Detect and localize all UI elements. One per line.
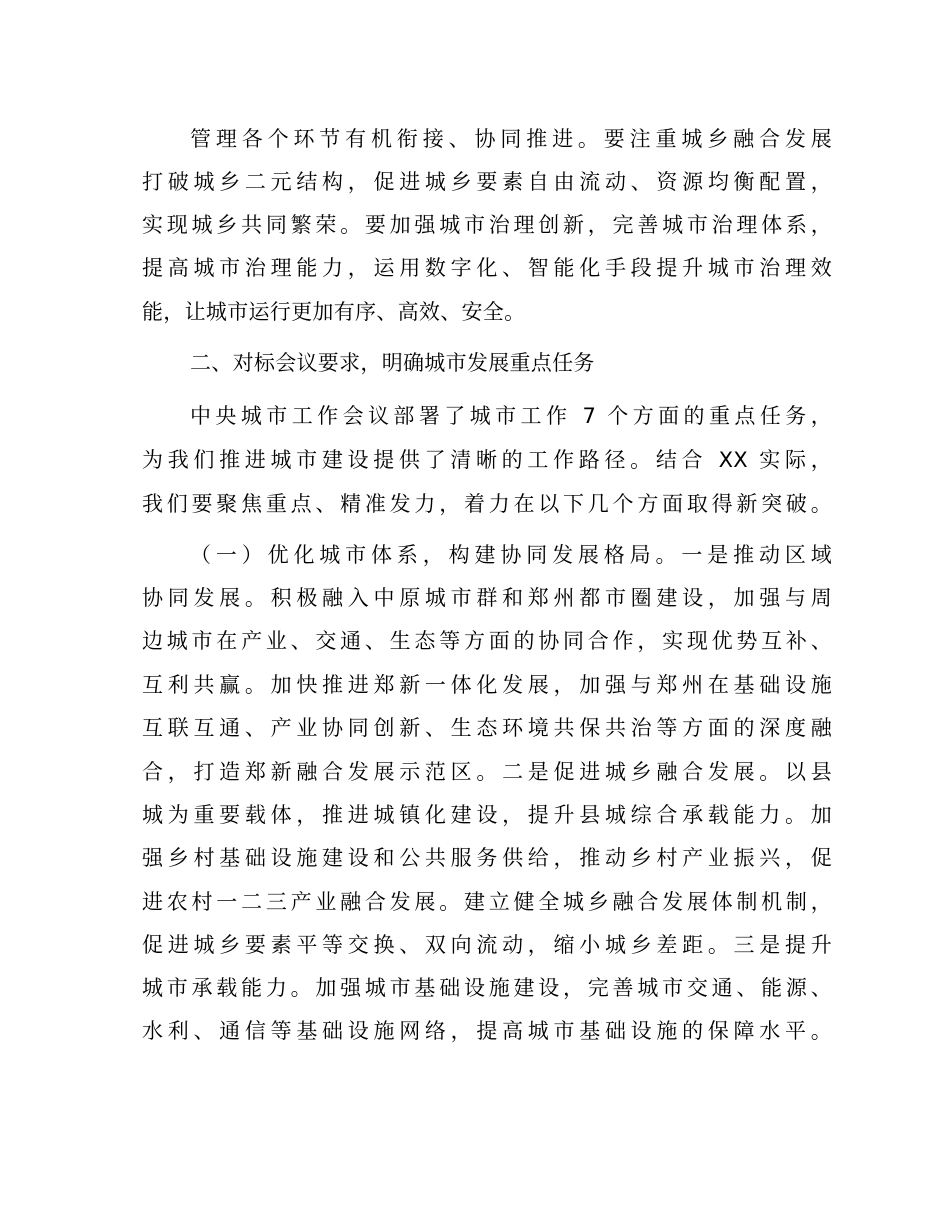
paragraph-line: 合，打造郑新融合发展示范区。二是促进城乡融合发展。以县 xyxy=(142,760,832,784)
paragraph-line: 边城市在产业、交通、生态等方面的协同合作，实现优势互补、 xyxy=(142,629,832,653)
paragraph-line: （一）优化城市体系，构建协同发展格局。一是推动区域 xyxy=(190,543,832,567)
paragraph-line: 城市承载能力。加强城市基础设施建设，完善城市交通、能源、 xyxy=(142,976,832,1000)
paragraph-line: 我们要聚焦重点、精准发力，着力在以下几个方面取得新突破。 xyxy=(142,492,832,516)
paragraph-line: 管理各个环节有机衔接、协同推进。要注重城乡融合发展 xyxy=(190,127,832,151)
paragraph-line: 为我们推进城市建设提供了清晰的工作路径。结合 XX 实际， xyxy=(142,448,832,472)
paragraph-line: 水利、通信等基础设施网络，提高城市基础设施的保障水平。 xyxy=(142,1019,832,1043)
paragraph-line: 城为重要载体，推进城镇化建设，提升县城综合承载能力。加 xyxy=(142,803,832,827)
paragraph-line: 强乡村基础设施建设和公共服务供给，推动乡村产业振兴，促 xyxy=(142,846,832,870)
paragraph-line: 打破城乡二元结构，促进城乡要素自由流动、资源均衡配置， xyxy=(142,170,832,194)
paragraph-line: 能，让城市运行更加有序、高效、安全。 xyxy=(142,300,526,324)
paragraph-line: 协同发展。积极融入中原城市群和郑州都市圈建设，加强与周 xyxy=(142,586,832,610)
paragraph-line: 中央城市工作会议部署了城市工作 7 个方面的重点任务， xyxy=(190,404,832,428)
paragraph-line: 互利共赢。加快推进郑新一体化发展，加强与郑州在基础设施 xyxy=(142,673,832,697)
paragraph-line: 互联互通、产业协同创新、生态环境共保共治等方面的深度融 xyxy=(142,716,832,740)
paragraph-line: 实现城乡共同繁荣。要加强城市治理创新，完善城市治理体系， xyxy=(142,213,832,237)
paragraph-line: 进农村一二三产业融合发展。建立健全城乡融合发展体制机制， xyxy=(142,890,832,914)
section-heading: 二、对标会议要求，明确城市发展重点任务 xyxy=(190,351,595,375)
paragraph-line: 促进城乡要素平等交换、双向流动，缩小城乡差距。三是提升 xyxy=(142,933,832,957)
paragraph-line: 提高城市治理能力，运用数字化、智能化手段提升城市治理效 xyxy=(142,256,832,280)
